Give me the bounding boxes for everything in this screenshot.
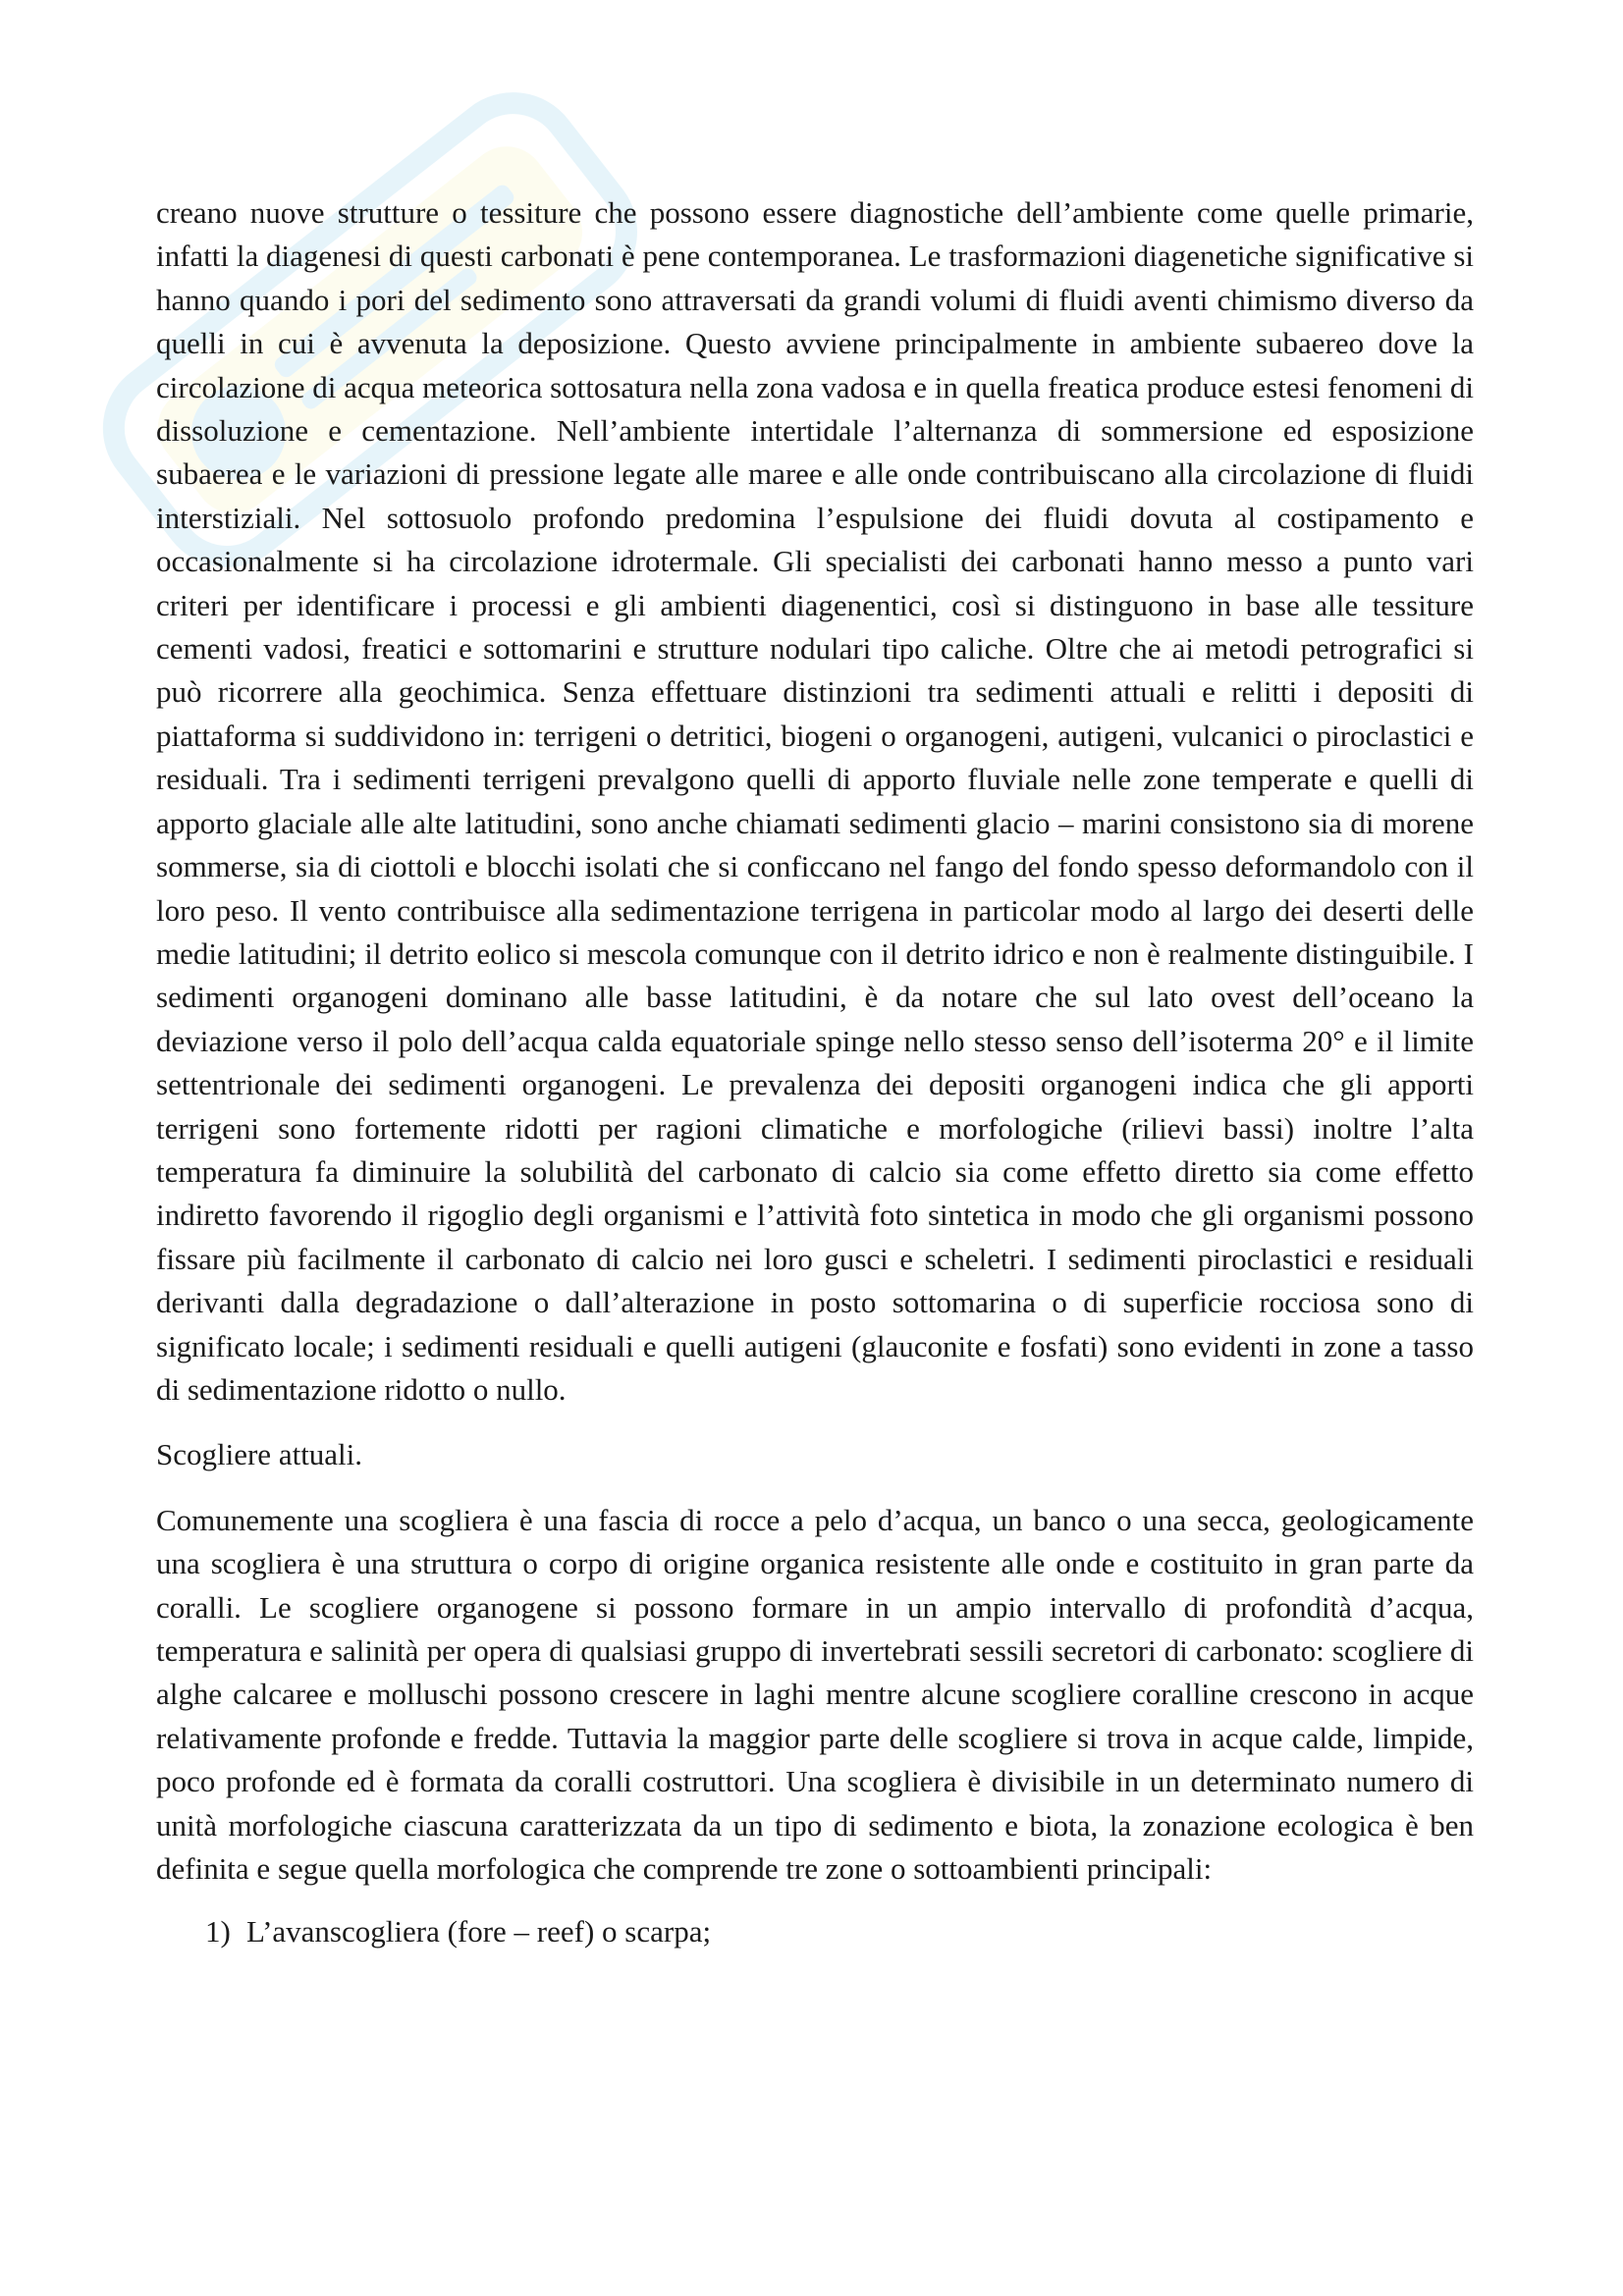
paragraph-reefs: Comunemente una scogliera è una fascia di rocce a pelo d’acqua, un banco o una secca, geologicamente una scogliera è una struttura o corpo di origine organica resistente alle onde e costituito in gran parte da coralli. Le scogliere organogene si possono formare in un ampio intervallo di profondità d’acqua, temperatura e salinità per opera di qualsiasi gruppo di invertebrati sessili secretori di carbonato: scogliere di alghe calcaree e molluschi possono crescere in laghi mentre alcune scogliere coralline crescono in acque relativamente profonde e fredde. Tuttavia la maggior parte delle scogliere si trova in acque calde, limpide, poco profonde ed è formata da coralli costruttori. Una scogliera è divisibile in un determinato numero di unità morfologiche ciascuna caratterizzata da un tipo di sedimento e biota, la zonazione ecologica è ben definita e segue quella morfologica che comprende tre zone o sottoambienti principali: bbox=[156, 1502, 1474, 1887]
paragraph-diagenesis: creano nuove strutture o tessiture che possono essere diagnostiche dell’ambiente come quelle primarie, infatti la diagenesi di questi carbonati è pene contemporanea. Le trasformazioni diagenetiche significative si hanno quando i pori del sedimento sono attraversati da grandi volumi di fluidi aventi chimismo diverso da quelli in cui è avvenuta la deposizione. Questo avviene principalmente in ambiente subaereo dove la circolazione di acqua meteorica sottosatura nella zona vadosa e in quella freatica produce estesi fenomeni di dissoluzione e cementazione. Nell’ambiente intertidale l’alternanza di sommersione ed esposizione subaerea e le variazioni di pressione legate alle maree e alle onde contribuiscano alla circolazione di fluidi interstiziali. Nel sottosuolo profondo predomina l’espulsione dei fluidi dovuta al costipamento e occasionalmente si ha circolazione idrotermale. Gli specialisti dei carbonati hanno messo a punto vari criteri per identificare i processi e gli ambienti diagenentici, così si distinguono in base alle tessiture cementi vadosi, freatici e sottomarini e strutture nodulari tipo caliche. Oltre che ai metodi petrografici si può ricorrere alla geochimica. Senza effettuare distinzioni tra sedimenti attuali e relitti i depositi di piattaforma si suddividono in: terrigeni o detritici, biogeni o organogeni, autigeni, vulcanici o piroclastici e residuali. Tra i sedimenti terrigeni prevalgono quelli di apporto fluviale nelle zone temperate e quelli di apporto glaciale alle alte latitudini, sono anche chiamati sedimenti glacio – marini consistono sia di morene sommerse, sia di ciottoli e blocchi isolati che si conficcano nel fango del fondo spesso deformandolo con il loro peso. Il vento contribuisce alla sedimentazione terrigena in particolar modo al largo dei deserti delle medie latitudini; il detrito eolico si mescola comunque con il detrito idrico e non è realmente distinguibile. I sedimenti organogeni dominano alle basse latitudini, è da notare che sul lato ovest dell’oceano la deviazione verso il polo dell’acqua calda equatoriale spinge nello stesso senso dell’isoterma 20° e il limite settentrionale dei sedimenti organogeni. Le prevalenza dei depositi organogeni indica che gli apporti terrigeni sono fortemente ridotti per ragioni climatiche e morfologiche (rilievi bassi) inoltre l’alta temperatura fa diminuire la solubilità del carbonato di calcio sia come effetto diretto sia come effetto indiretto favorendo il rigoglio degli organismi e l’attività foto sintetica in modo che gli organismi possono fissare più facilmente il carbonato di calcio nei loro gusci e scheletri. I sedimenti piroclastici e residuali derivanti dalla degradazione o dall’alterazione in posto sottomarina o di superficie rocciosa sono di significato locale; i sedimenti residuali e quelli autigeni (glauconite e fosfati) sono evidenti in zone a tasso di sedimentazione ridotto o nullo. bbox=[156, 195, 1474, 1407]
numbered-list bbox=[156, 1910, 1474, 1953]
document-page bbox=[156, 191, 1474, 1954]
list-item-text: L’avanscogliera (fore – reef) o scarpa; bbox=[246, 1914, 712, 1949]
list-item bbox=[156, 1910, 1474, 1953]
section-heading: Scogliere attuali. bbox=[156, 1437, 363, 1472]
list-item-number: 1) bbox=[205, 1914, 231, 1949]
